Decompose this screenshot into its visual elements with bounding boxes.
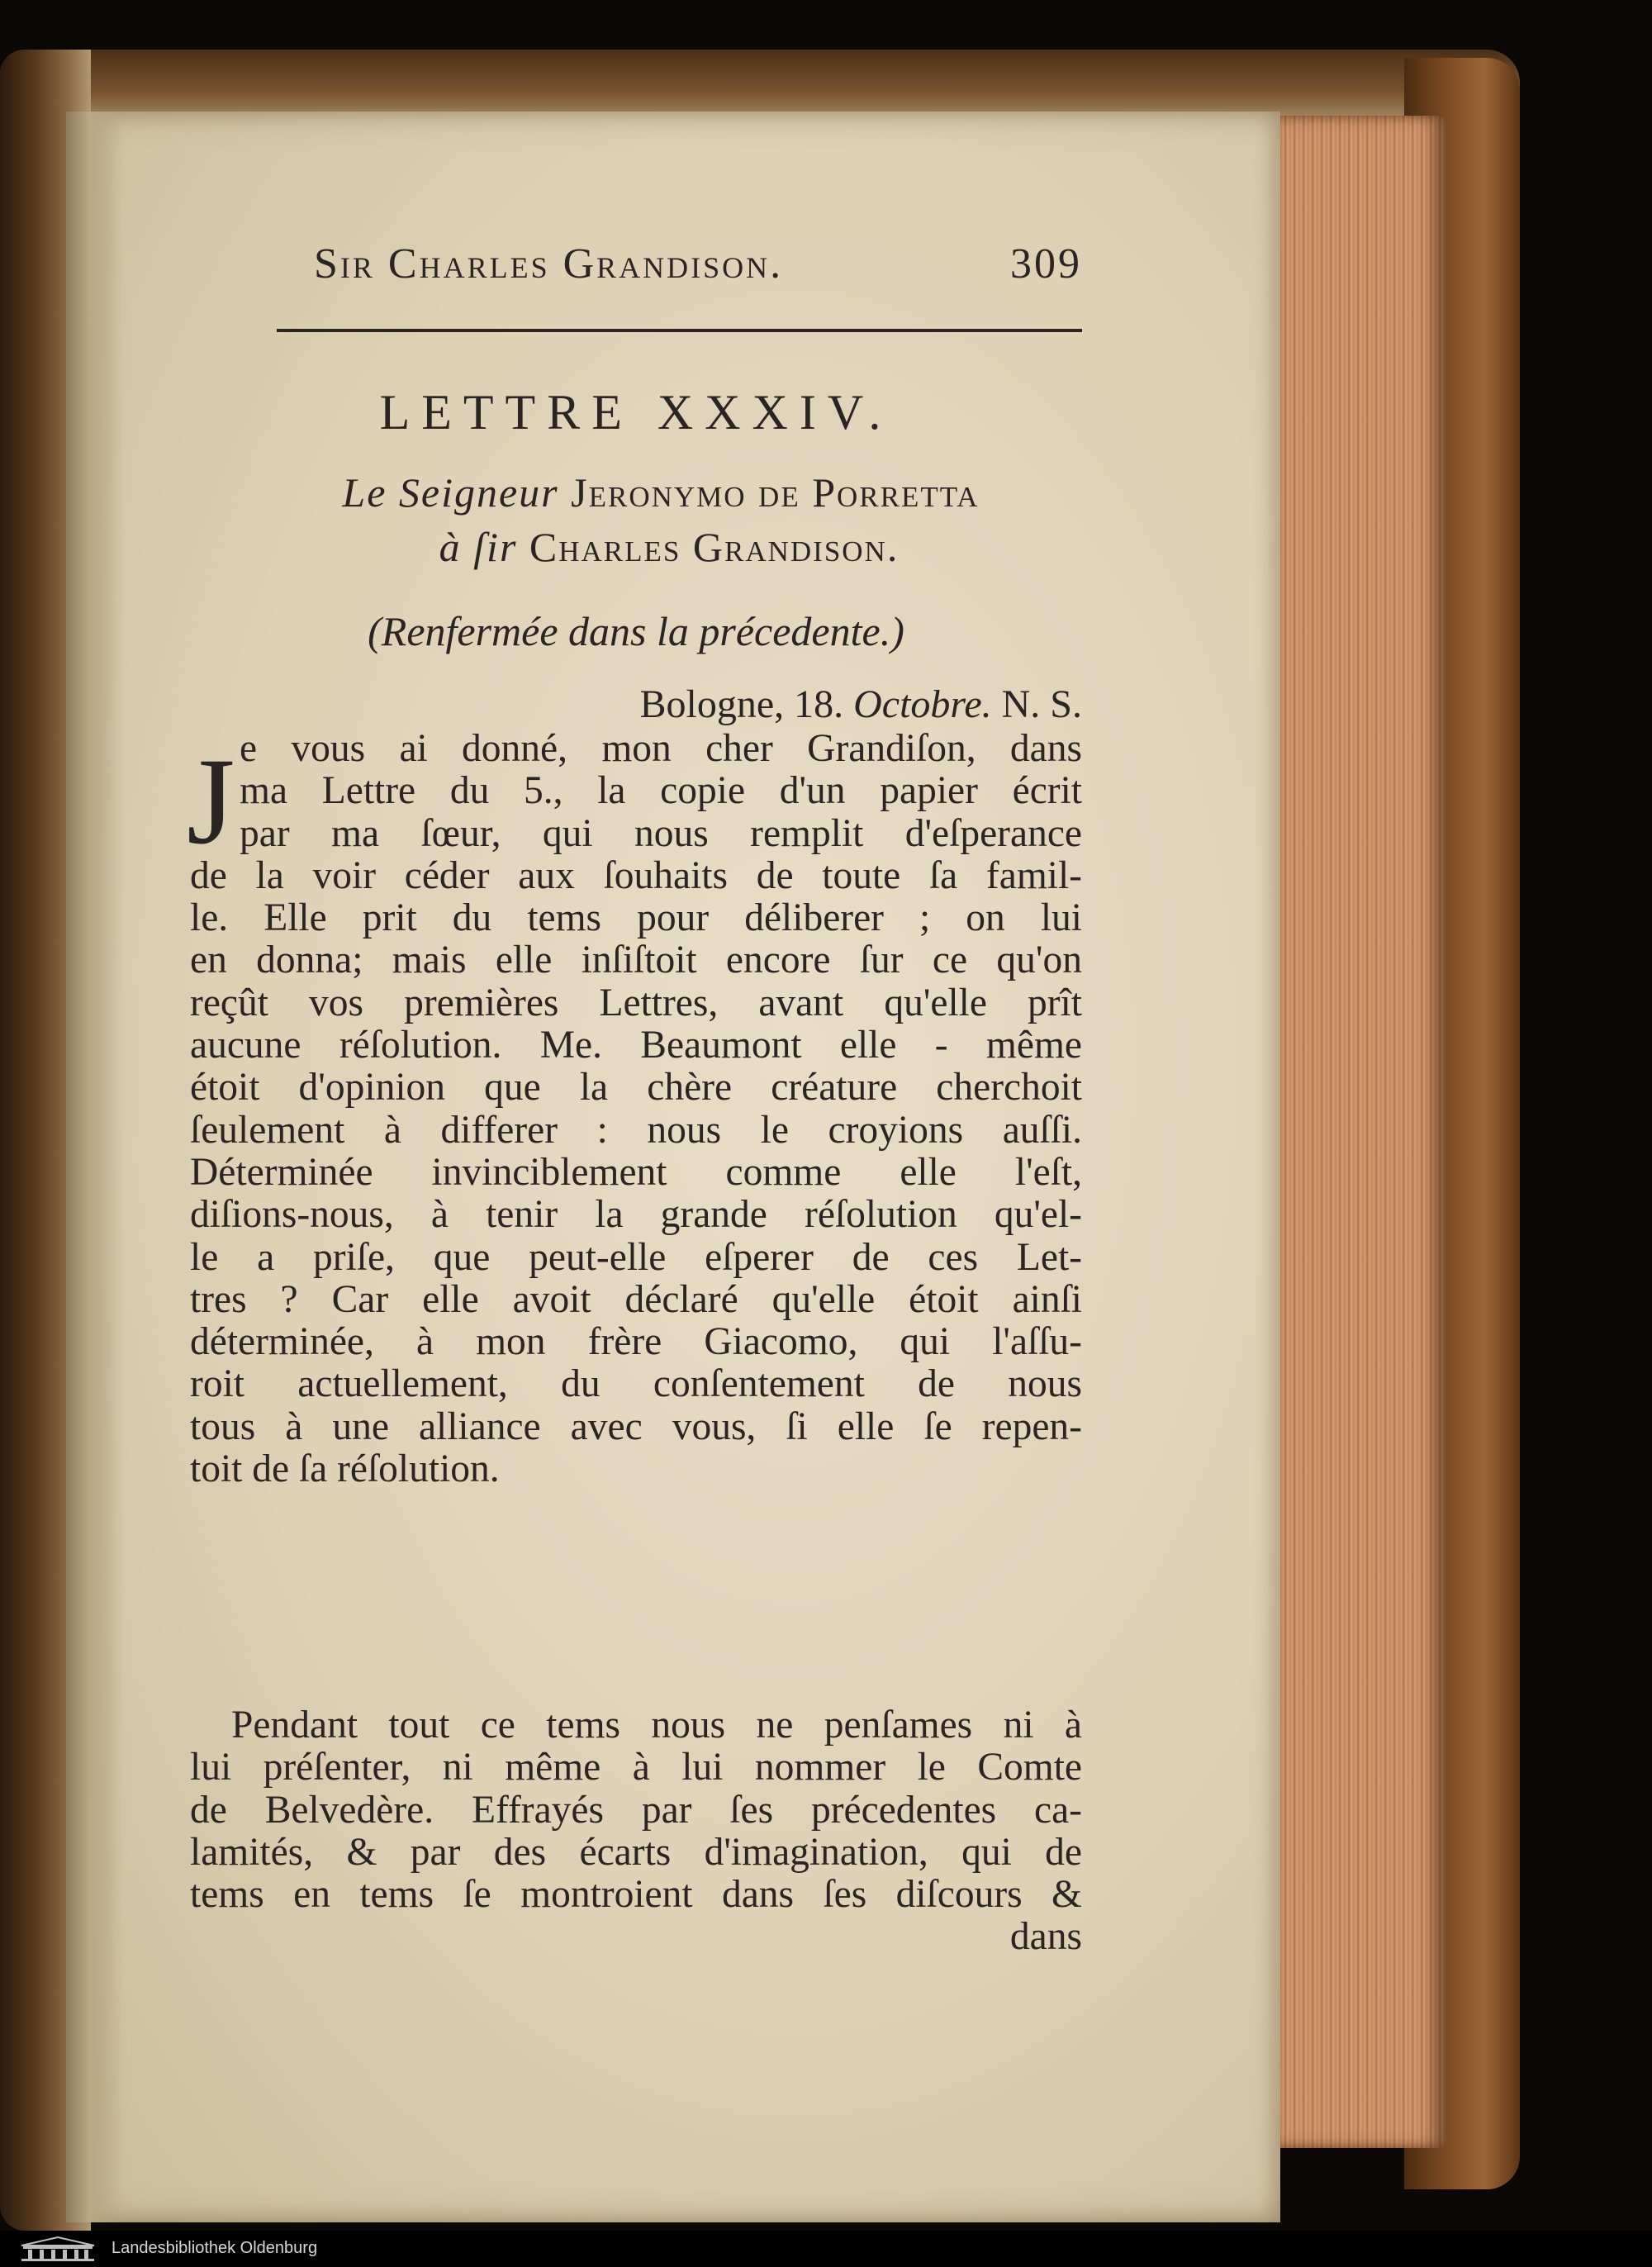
text-line: le a priſe, que peut-elle eſperer de ces Let-: [190, 1236, 1082, 1279]
paragraph-2: [190, 1704, 1082, 1959]
footer-bar: [0, 2231, 1652, 2267]
dateline-style: N. S.: [991, 682, 1082, 726]
text-line: étoit d'opinion que la chère créature cherchoit: [190, 1067, 1082, 1110]
text-line: roit actuellement, du conſentement de nous: [190, 1363, 1082, 1406]
text-line: déterminée, à mon frère Giacomo, qui l'aſſu-: [190, 1321, 1082, 1364]
page-number: 309: [1010, 240, 1082, 288]
text-line: le. Elle prit du tems pour déliberer ; on lui: [190, 897, 1082, 940]
text-line: tous à une alliance avec vous, ſi elle ſe repen-: [190, 1405, 1082, 1448]
letter-recipient: [223, 523, 1115, 571]
letter-title: LETTRE XXXIV.: [379, 385, 893, 440]
dateline-month: Octobre.: [853, 682, 992, 726]
text-line: aucune réſolution. Me. Beaumont elle - même: [190, 1024, 1082, 1067]
text-line: tems en tems ſe montroient dans ſes diſcours &: [190, 1874, 1082, 1917]
text-line: Pendant tout ce tems nous ne penſames ni à: [231, 1704, 1082, 1747]
text-line: de Belvedère. Effrayés par ſes précedentes ca-: [190, 1789, 1082, 1832]
page-block-edges: [1272, 116, 1446, 2148]
sender-name: Jeronymo de Porretta: [571, 469, 980, 516]
header-rule: [277, 329, 1082, 332]
text-line: diſions-nous, à tenir la grande réſolution qu'el-: [190, 1194, 1082, 1237]
enclosure-note: (Renfermée dans la précedente.): [368, 608, 904, 654]
paragraph-1: [187, 728, 1082, 1491]
recipient-name: Charles Grandison.: [529, 524, 900, 570]
drop-cap: J: [187, 733, 235, 870]
text-line: de la voir céder aux ſouhaits de toute ſa famil-: [190, 854, 1082, 897]
library-building-icon: [17, 2236, 99, 2262]
text-line: en donna; mais elle inſiſtoit encore ſur ce qu'on: [190, 939, 1082, 982]
sender-prefix: Le Seigneur: [342, 469, 572, 516]
library-name: Landesbibliothek Oldenburg: [112, 2239, 318, 2257]
text-line: reçût vos premières Lettres, avant qu'elle prît: [190, 981, 1082, 1024]
recipient-prefix: à ſir: [439, 524, 529, 570]
text-line: ſeulement à differer : nous le croyions auſſi.: [190, 1109, 1082, 1152]
dateline-place: Bologne, 18.: [639, 682, 854, 726]
page-gutter-shadow: [66, 112, 124, 2222]
text-line: Déterminée invinciblement comme elle l'eſt,: [190, 1151, 1082, 1194]
text-line: toit de ſa réſolution.: [190, 1448, 500, 1491]
dateline: [190, 682, 1082, 727]
text-line: ma Lettre du 5., la copie d'un papier écrit: [240, 770, 1082, 813]
letter-sender: [215, 468, 1107, 516]
book-page: [66, 112, 1280, 2222]
text-line: e vous ai donné, mon cher Grandiſon, dans: [240, 728, 1082, 770]
running-head-title: Sir Charles Grandison.: [314, 240, 784, 288]
text-line: lui préſenter, ni même à lui nommer le Comte: [190, 1747, 1082, 1789]
text-line: lamités, & par des écarts d'imagination, qui de: [190, 1831, 1082, 1874]
catchword: dans: [1009, 1916, 1082, 1959]
text-line: tres ? Car elle avoit déclaré qu'elle étoit ainſi: [190, 1278, 1082, 1321]
text-line: par ma ſœur, qui nous remplit d'eſperance: [240, 812, 1082, 855]
